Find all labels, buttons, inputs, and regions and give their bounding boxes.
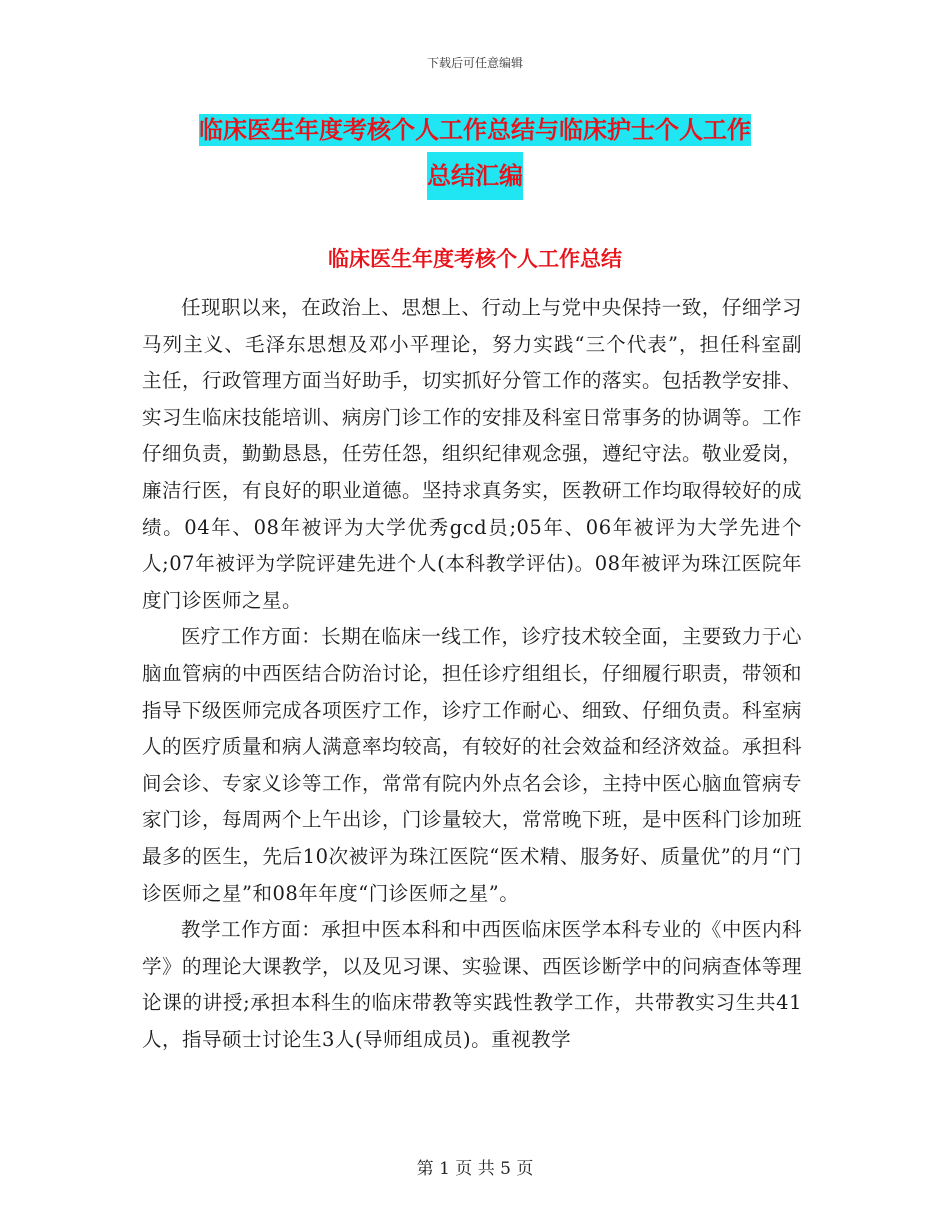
paragraph: 任现职以来，在政治上、思想上、行动上与党中央保持一致，仔细学习马列主义、毛泽东思想及邓小平理论，努力实践“三个代表”，担任科室副主任，行政管理方面当好助手，切实抓好分管工作的落实。包括教学安排、实习生临床技能培训、病房门诊工作的安排及科室日常事务的协调等。工作仔细负责，勤勤恳恳，任劳任怨，组织纪律观念强，遵纪守法。敬业爱岗，廉洁行医，有良好的职业道德。坚持求真务实，医教研工作均取得较好的成绩。04年、08年被评为大学优秀gcd员;05年、06年被评为大学先进个人;07年被评为学院评建先进个人(本科教学评估)。08年被评为珠江医院年度门诊医师之星。 xyxy=(142,296,803,612)
title-line-1: 临床医生年度考核个人工作总结与临床护士个人工作 xyxy=(199,116,751,144)
paragraph: 医疗工作方面：长期在临床一线工作，诊疗技术较全面，主要致力于心脑血管病的中西医结合防治讨论，担任诊疗组组长，仔细履行职责，带领和指导下级医师完成各项医疗工作，诊疗工作耐心、细致、仔细负责。科室病人的医疗质量和病人满意率均较高，有较好的社会效益和经济效益。承担科间会诊、专家义诊等工作，常常有院内外点名会诊，主持中医心脑血管病专家门诊，每周两个上午出诊，门诊量较大，常常晚下班，是中医科门诊加班最多的医生，先后10次被评为珠江医院“医术精、服务好、质量优”的月“门诊医师之星”和08年年度“门诊医师之星”。 xyxy=(142,625,803,905)
body-text xyxy=(142,290,802,1058)
header-note: 下载后可任意编辑 xyxy=(426,56,523,70)
paragraph: 教学工作方面：承担中医本科和中西医临床医学本科专业的《中医内科学》的理论大课教学，以及见习课、实验课、西医诊断学中的问病查体等理论课的讲授;承担本科生的临床带教等实践性教学工作，共带教实习生共41人，指导硕士讨论生3人(导师组成员)。重视教学 xyxy=(142,918,803,1051)
document-title xyxy=(0,108,950,200)
page-number: 第 1 页 共 5 页 xyxy=(416,1159,534,1179)
section-title: 临床医生年度考核个人工作总结 xyxy=(328,247,622,271)
title-line-2: 总结汇编 xyxy=(427,152,523,200)
